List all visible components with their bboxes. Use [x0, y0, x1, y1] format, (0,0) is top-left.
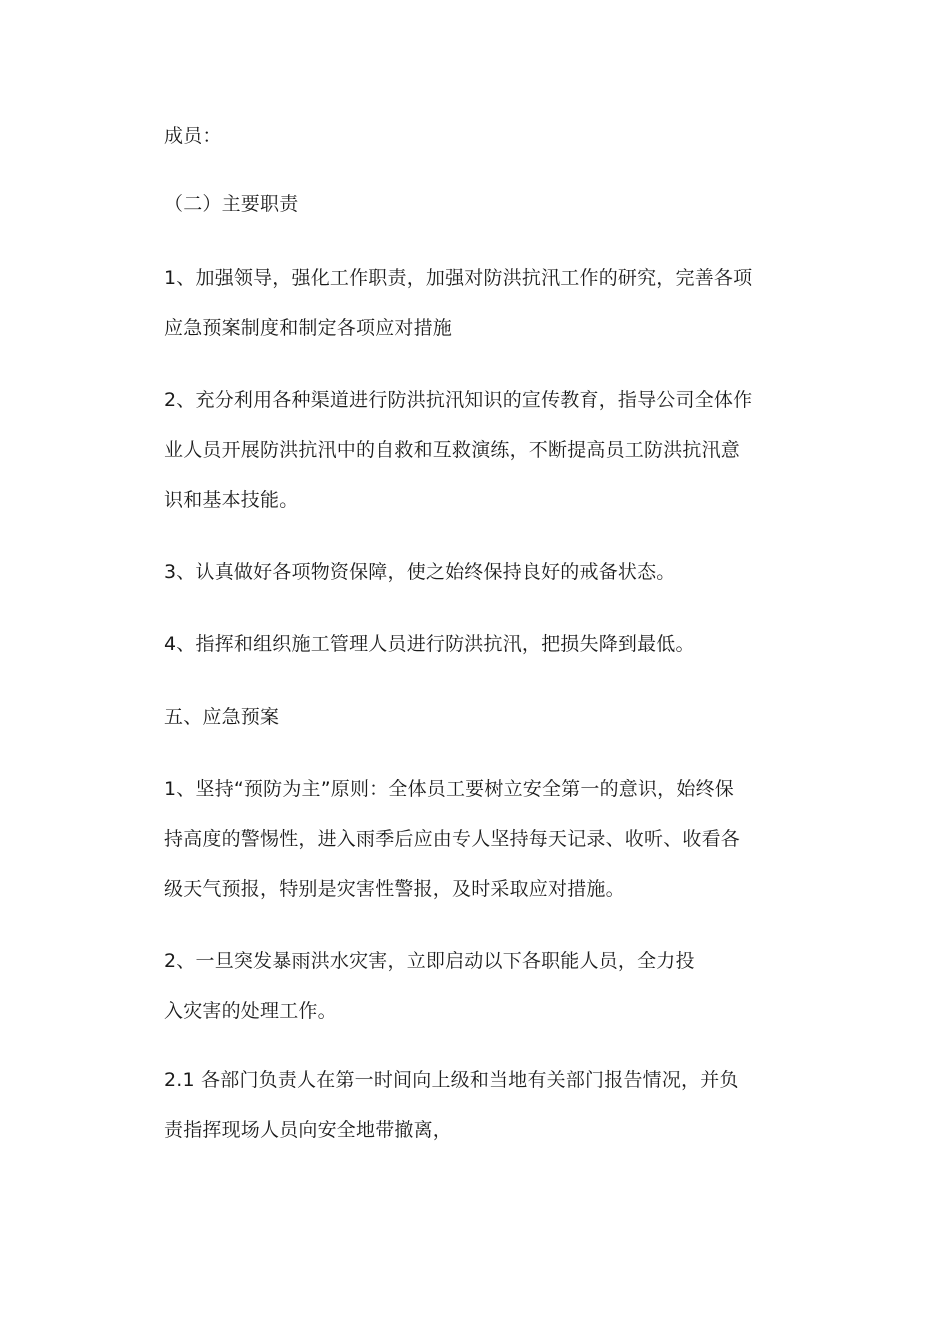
text-line-plan-2-1a: 2.1 各部门负责人在第一时间向上级和当地有关部门报告情况，并负: [164, 1069, 739, 1091]
text-line-plan-2-1b: 责指挥现场人员向安全地带撤离，: [164, 1119, 453, 1141]
text-line-duty-2b: 业人员开展防洪抗汛中的自救和互救演练，不断提高员工防洪抗汛意: [164, 439, 741, 461]
text-line-duty-1b: 应急预案制度和制定各项应对措施: [164, 317, 453, 339]
text-line-members: 成员：: [164, 125, 222, 147]
section-heading-emergency-plan: 五、应急预案: [164, 706, 280, 728]
text-line-duty-1a: 1、加强领导，强化工作职责，加强对防洪抗汛工作的研究，完善各项: [164, 267, 753, 289]
text-line-plan-1a: 1、坚持“预防为主”原则：全体员工要树立安全第一的意识，始终保: [164, 778, 734, 800]
text-line-duty-4: 4、指挥和组织施工管理人员进行防洪抗汛，把损失降到最低。: [164, 633, 695, 655]
text-line-duty-2c: 识和基本技能。: [164, 489, 299, 511]
text-line-plan-2b: 入灾害的处理工作。: [164, 1000, 337, 1022]
text-line-duty-3: 3、认真做好各项物资保障，使之始终保持良好的戒备状态。: [164, 561, 676, 583]
section-heading-main-duties: （二）主要职责: [164, 193, 299, 215]
text-line-duty-2a: 2、充分利用各种渠道进行防洪抗汛知识的宣传教育，指导公司全体作: [164, 389, 753, 411]
text-line-plan-2a: 2、一旦突发暴雨洪水灾害，立即启动以下各职能人员，全力投: [164, 950, 695, 972]
text-line-plan-1c: 级天气预报，特别是灾害性警报，及时采取应对措施。: [164, 878, 625, 900]
text-line-plan-1b: 持高度的警惕性，进入雨季后应由专人坚持每天记录、收听、收看各: [164, 828, 741, 850]
